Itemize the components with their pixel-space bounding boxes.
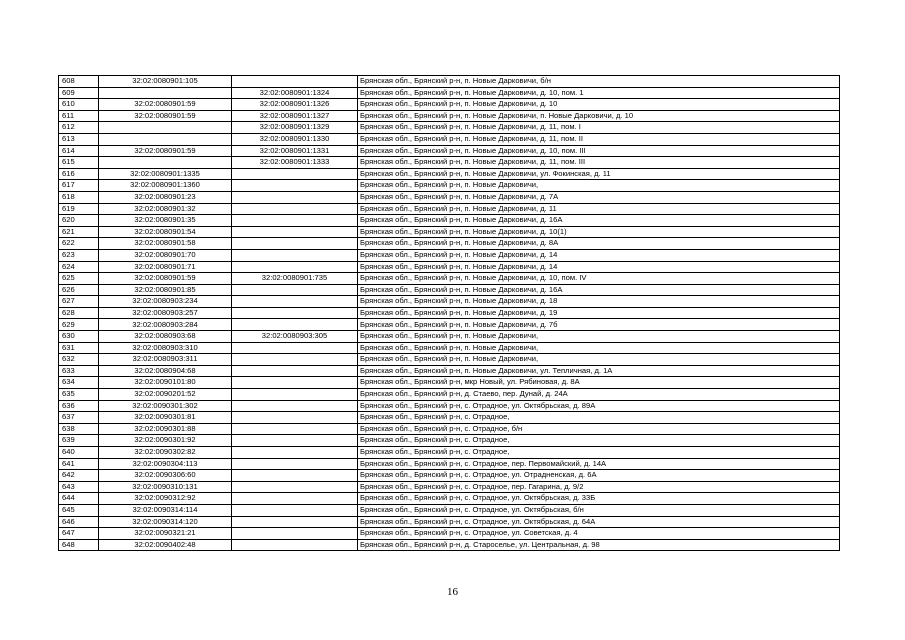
row-number-cell: 612 [59,122,99,134]
cadastral-number-cell: 32:02:0090301:302 [99,400,232,412]
linked-cadastral-number-cell: 32:02:0080901:1333 [232,157,358,169]
table-row [59,365,840,377]
address-cell: Брянская обл., Брянский р-н, с. Отрадное, ул. Октябрьская, д. 64А [358,516,840,528]
registry-table-body [59,76,840,551]
table-row [59,191,840,203]
row-number-cell: 627 [59,296,99,308]
table-row [59,284,840,296]
row-number-cell: 646 [59,516,99,528]
address-cell: Брянская обл., Брянский р-н, п. Новые Дарковичи, [358,331,840,343]
linked-cadastral-number-cell [232,215,358,227]
linked-cadastral-number-cell [232,435,358,447]
table-row [59,215,840,227]
address-cell: Брянская обл., Брянский р-н, с. Отрадное, ул. Октябрьская, д. 33Б [358,493,840,505]
linked-cadastral-number-cell [232,296,358,308]
cadastral-number-cell: 32:02:0090310:131 [99,481,232,493]
row-number-cell: 621 [59,226,99,238]
linked-cadastral-number-cell [232,307,358,319]
address-cell: Брянская обл., Брянский р-н, с. Отрадное, ул. Советская, д. 4 [358,528,840,540]
address-cell: Брянская обл., Брянский р-н, с. Отрадное, пер. Первомайский, д. 14А [358,458,840,470]
linked-cadastral-number-cell [232,168,358,180]
linked-cadastral-number-cell: 32:02:0080901:1330 [232,133,358,145]
cadastral-number-cell: 32:02:0080901:23 [99,191,232,203]
linked-cadastral-number-cell: 32:02:0080901:1331 [232,145,358,157]
row-number-cell: 620 [59,215,99,227]
cadastral-number-cell: 32:02:0080901:54 [99,226,232,238]
address-cell: Брянская обл., Брянский р-н, д. Стаево, пер. Дунай, д. 24А [358,389,840,401]
cadastral-number-cell: 32:02:0080901:32 [99,203,232,215]
row-number-cell: 648 [59,539,99,551]
linked-cadastral-number-cell: 32:02:0080901:735 [232,273,358,285]
cadastral-number-cell: 32:02:0080901:70 [99,249,232,261]
linked-cadastral-number-cell: 32:02:0080901:1326 [232,99,358,111]
linked-cadastral-number-cell [232,261,358,273]
row-number-cell: 609 [59,87,99,99]
linked-cadastral-number-cell [232,504,358,516]
table-row [59,539,840,551]
table-row [59,458,840,470]
row-number-cell: 642 [59,470,99,482]
cadastral-number-cell [99,133,232,145]
table-row [59,412,840,424]
row-number-cell: 628 [59,307,99,319]
linked-cadastral-number-cell [232,470,358,482]
row-number-cell: 610 [59,99,99,111]
cadastral-number-cell: 32:02:0090402:48 [99,539,232,551]
cadastral-number-cell: 32:02:0090314:114 [99,504,232,516]
linked-cadastral-number-cell [232,342,358,354]
address-cell: Брянская обл., Брянский р-н, с. Отрадное, [358,435,840,447]
row-number-cell: 615 [59,157,99,169]
cadastral-number-cell: 32:02:0080903:284 [99,319,232,331]
row-number-cell: 626 [59,284,99,296]
row-number-cell: 611 [59,110,99,122]
address-cell: Брянская обл., Брянский р-н, п. Новые Дарковичи, ул. Тепличная, д. 1А [358,365,840,377]
row-number-cell: 614 [59,145,99,157]
linked-cadastral-number-cell [232,389,358,401]
table-row [59,273,840,285]
row-number-cell: 643 [59,481,99,493]
cadastral-number-cell: 32:02:0080901:59 [99,110,232,122]
cadastral-number-cell: 32:02:0080901:1335 [99,168,232,180]
row-number-cell: 637 [59,412,99,424]
address-cell: Брянская обл., Брянский р-н, п. Новые Дарковичи, д. 10, пом. IV [358,273,840,285]
table-row [59,389,840,401]
row-number-cell: 638 [59,423,99,435]
table-row [59,110,840,122]
table-row [59,145,840,157]
table-row [59,470,840,482]
address-cell: Брянская обл., Брянский р-н, п. Новые Дарковичи, д. 11, пом. III [358,157,840,169]
row-number-cell: 622 [59,238,99,250]
table-row [59,261,840,273]
linked-cadastral-number-cell [232,493,358,505]
cadastral-number-cell: 32:02:0080903:257 [99,307,232,319]
table-row [59,87,840,99]
row-number-cell: 641 [59,458,99,470]
cadastral-number-cell: 32:02:0090302:82 [99,447,232,459]
address-cell: Брянская обл., Брянский р-н, п. Новые Дарковичи, б/н [358,76,840,88]
address-cell: Брянская обл., Брянский р-н, с. Отрадное, ул. Отрадненская, д. 6А [358,470,840,482]
row-number-cell: 647 [59,528,99,540]
row-number-cell: 645 [59,504,99,516]
cadastral-number-cell: 32:02:0080901:59 [99,273,232,285]
row-number-cell: 639 [59,435,99,447]
row-number-cell: 640 [59,447,99,459]
cadastral-number-cell: 32:02:0080901:59 [99,99,232,111]
linked-cadastral-number-cell [232,423,358,435]
table-row [59,203,840,215]
cadastral-number-cell: 32:02:0080901:58 [99,238,232,250]
cadastral-number-cell: 32:02:0080904:68 [99,365,232,377]
table-row [59,423,840,435]
row-number-cell: 624 [59,261,99,273]
address-cell: Брянская обл., Брянский р-н, мкр Новый, ул. Рябиновая, д. 8А [358,377,840,389]
row-number-cell: 608 [59,76,99,88]
row-number-cell: 623 [59,249,99,261]
table-row [59,238,840,250]
row-number-cell: 613 [59,133,99,145]
row-number-cell: 616 [59,168,99,180]
linked-cadastral-number-cell [232,319,358,331]
linked-cadastral-number-cell [232,180,358,192]
linked-cadastral-number-cell: 32:02:0080903:305 [232,331,358,343]
linked-cadastral-number-cell [232,400,358,412]
table-row [59,504,840,516]
table-row [59,168,840,180]
table-row [59,296,840,308]
table-row [59,249,840,261]
cadastral-number-cell: 32:02:0080901:59 [99,145,232,157]
linked-cadastral-number-cell [232,284,358,296]
table-row [59,481,840,493]
linked-cadastral-number-cell [232,76,358,88]
linked-cadastral-number-cell [232,238,358,250]
row-number-cell: 618 [59,191,99,203]
address-cell: Брянская обл., Брянский р-н, п. Новые Дарковичи, д. 11 [358,203,840,215]
table-row [59,377,840,389]
table-row [59,99,840,111]
linked-cadastral-number-cell [232,528,358,540]
table-row [59,435,840,447]
table-row [59,400,840,412]
linked-cadastral-number-cell [232,377,358,389]
address-cell: Брянская обл., Брянский р-н, п. Новые Дарковичи, д. 10(1) [358,226,840,238]
row-number-cell: 617 [59,180,99,192]
cadastral-number-cell: 32:02:0080903:310 [99,342,232,354]
row-number-cell: 635 [59,389,99,401]
address-cell: Брянская обл., Брянский р-н, п. Новые Дарковичи, д. 7б [358,319,840,331]
address-cell: Брянская обл., Брянский р-н, п. Новые Дарковичи, ул. Фокинская, д. 11 [358,168,840,180]
cadastral-number-cell: 32:02:0090314:120 [99,516,232,528]
cadastral-number-cell: 32:02:0080901:105 [99,76,232,88]
address-cell: Брянская обл., Брянский р-н, п. Новые Дарковичи, д. 16А [358,284,840,296]
linked-cadastral-number-cell: 32:02:0080901:1329 [232,122,358,134]
row-number-cell: 625 [59,273,99,285]
linked-cadastral-number-cell [232,191,358,203]
cadastral-number-cell: 32:02:0080901:71 [99,261,232,273]
row-number-cell: 629 [59,319,99,331]
linked-cadastral-number-cell [232,354,358,366]
cadastral-number-cell [99,157,232,169]
table-row [59,122,840,134]
address-cell: Брянская обл., Брянский р-н, п. Новые Дарковичи, [358,180,840,192]
linked-cadastral-number-cell [232,516,358,528]
table-row [59,157,840,169]
table-row [59,516,840,528]
table-row [59,307,840,319]
linked-cadastral-number-cell: 32:02:0080901:1327 [232,110,358,122]
table-row [59,180,840,192]
table-row [59,319,840,331]
row-number-cell: 634 [59,377,99,389]
table-row [59,528,840,540]
address-cell: Брянская обл., Брянский р-н, п. Новые Дарковичи, д. 18 [358,296,840,308]
linked-cadastral-number-cell [232,481,358,493]
address-cell: Брянская обл., Брянский р-н, п. Новые Дарковичи, [358,342,840,354]
table-row [59,133,840,145]
address-cell: Брянская обл., Брянский р-н, с. Отрадное, ул. Октябрьская, б/н [358,504,840,516]
table-row [59,354,840,366]
address-cell: Брянская обл., Брянский р-н, п. Новые Дарковичи, д. 10 [358,99,840,111]
table-row [59,331,840,343]
address-cell: Брянская обл., Брянский р-н, п. Новые Дарковичи, п. Новые Дарковичи, д. 10 [358,110,840,122]
address-cell: Брянская обл., Брянский р-н, п. Новые Дарковичи, д. 8А [358,238,840,250]
linked-cadastral-number-cell [232,447,358,459]
cadastral-number-cell: 32:02:0080901:35 [99,215,232,227]
linked-cadastral-number-cell [232,365,358,377]
cadastral-number-cell: 32:02:0080901:1360 [99,180,232,192]
cadastral-number-cell: 32:02:0090301:81 [99,412,232,424]
address-cell: Брянская обл., Брянский р-н, с. Отрадное, пер. Гагарина, д. 9/2 [358,481,840,493]
row-number-cell: 631 [59,342,99,354]
row-number-cell: 632 [59,354,99,366]
row-number-cell: 619 [59,203,99,215]
cadastral-number-cell: 32:02:0090312:92 [99,493,232,505]
cadastral-number-cell: 32:02:0090304:113 [99,458,232,470]
cadastral-number-cell [99,87,232,99]
cadastral-number-cell: 32:02:0090301:92 [99,435,232,447]
linked-cadastral-number-cell [232,412,358,424]
address-cell: Брянская обл., Брянский р-н, д. Староселье, ул. Центральная, д. 98 [358,539,840,551]
row-number-cell: 636 [59,400,99,412]
address-cell: Брянская обл., Брянский р-н, п. Новые Дарковичи, д. 14 [358,261,840,273]
address-cell: Брянская обл., Брянский р-н, п. Новые Дарковичи, д. 7А [358,191,840,203]
address-cell: Брянская обл., Брянский р-н, п. Новые Дарковичи, д. 19 [358,307,840,319]
linked-cadastral-number-cell [232,458,358,470]
address-cell: Брянская обл., Брянский р-н, п. Новые Дарковичи, д. 10, пом. 1 [358,87,840,99]
address-cell: Брянская обл., Брянский р-н, п. Новые Дарковичи, [358,354,840,366]
table-row [59,493,840,505]
cadastral-number-cell: 32:02:0090101:80 [99,377,232,389]
linked-cadastral-number-cell [232,539,358,551]
linked-cadastral-number-cell [232,203,358,215]
cadastral-number-cell: 32:02:0080903:234 [99,296,232,308]
cadastral-number-cell: 32:02:0090321:21 [99,528,232,540]
table-row [59,342,840,354]
address-cell: Брянская обл., Брянский р-н, п. Новые Дарковичи, д. 10, пом. III [358,145,840,157]
cadastral-number-cell: 32:02:0080901:85 [99,284,232,296]
table-row [59,76,840,88]
cadastral-number-cell: 32:02:0090306:60 [99,470,232,482]
address-cell: Брянская обл., Брянский р-н, п. Новые Дарковичи, д. 11, пом. I [358,122,840,134]
address-cell: Брянская обл., Брянский р-н, п. Новые Дарковичи, д. 11, пом. II [358,133,840,145]
page-number: 16 [447,586,458,598]
cadastral-number-cell: 32:02:0080903:68 [99,331,232,343]
row-number-cell: 630 [59,331,99,343]
registry-table [58,75,840,551]
cadastral-number-cell: 32:02:0080903:311 [99,354,232,366]
address-cell: Брянская обл., Брянский р-н, с. Отрадное, б/н [358,423,840,435]
table-row [59,226,840,238]
address-cell: Брянская обл., Брянский р-н, п. Новые Дарковичи, д. 16А [358,215,840,227]
cadastral-number-cell [99,122,232,134]
cadastral-number-cell: 32:02:0090201:52 [99,389,232,401]
address-cell: Брянская обл., Брянский р-н, с. Отрадное, ул. Октябрьская, д. 89А [358,400,840,412]
address-cell: Брянская обл., Брянский р-н, с. Отрадное, [358,447,840,459]
address-cell: Брянская обл., Брянский р-н, с. Отрадное, [358,412,840,424]
row-number-cell: 633 [59,365,99,377]
linked-cadastral-number-cell [232,249,358,261]
cadastral-number-cell: 32:02:0090301:88 [99,423,232,435]
linked-cadastral-number-cell [232,226,358,238]
address-cell: Брянская обл., Брянский р-н, п. Новые Дарковичи, д. 14 [358,249,840,261]
table-row [59,447,840,459]
linked-cadastral-number-cell: 32:02:0080901:1324 [232,87,358,99]
row-number-cell: 644 [59,493,99,505]
